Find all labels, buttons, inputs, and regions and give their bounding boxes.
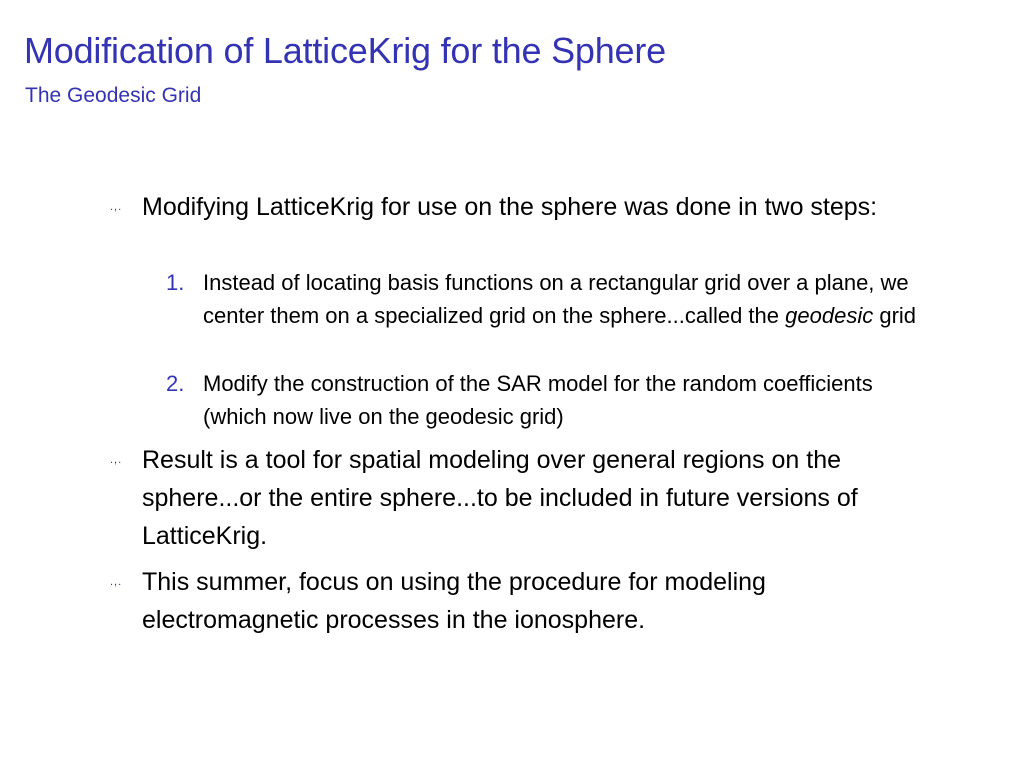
bullet-item-2 — [110, 441, 930, 555]
step-item-1 — [166, 266, 936, 332]
step-number: 1. — [166, 270, 185, 295]
bullet-text: Modifying LatticeKrig for use on the sphere was done in two steps: — [142, 193, 878, 221]
slide-title: Modification of LatticeKrig for the Sphere — [24, 30, 666, 71]
step-item-2 — [166, 367, 936, 433]
bullet-text: Result is a tool for spatial modeling over general regions on the sphere...or the entire sphere...to be included in future versions of LatticeKrig. — [142, 446, 858, 550]
bullet-item-1 — [110, 188, 930, 226]
bullet-marker-icon: .,. — [110, 454, 123, 466]
bullet-item-3 — [110, 563, 930, 639]
bullet-marker-icon: .,. — [110, 201, 123, 213]
step-emphasis: geodesic — [785, 303, 874, 328]
step-text-before: Instead of locating basis functions on a rectangular grid over a plane, we center them on a specialized grid on the sphere...called the — [203, 270, 909, 328]
slide-subtitle: The Geodesic Grid — [25, 84, 202, 107]
step-number: 2. — [166, 371, 185, 396]
bullet-marker-icon: .,. — [110, 576, 123, 588]
step-text: Modify the construction of the SAR model for the random coefficients (which now live on the geodesic grid) — [203, 371, 873, 429]
bullet-text: This summer, focus on using the procedure for modeling electromagnetic processes in the ionosphere. — [142, 568, 766, 634]
step-text — [203, 266, 936, 332]
step-text-after: grid — [873, 303, 917, 328]
